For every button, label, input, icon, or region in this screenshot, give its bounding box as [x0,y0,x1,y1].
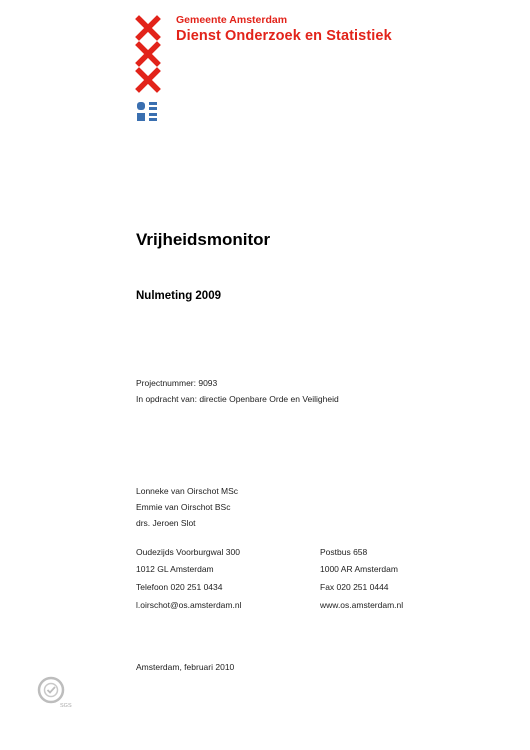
phone: Telefoon 020 251 0434 [136,582,223,592]
postbox-city: 1000 AR Amsterdam [320,564,398,574]
report-subtitle: Nulmeting 2009 [136,290,221,302]
seal-label: SGS [60,703,72,709]
address-street: Oudezijds Voorburgwal 300 [136,547,240,557]
author-2: Emmie van Oirschot BSc [136,502,231,512]
department-name: Dienst Onderzoek en Statistiek [176,28,392,44]
project-client: In opdracht van: directie Openbare Orde en Veiligheid [136,394,339,404]
author-3: drs. Jeroen Slot [136,518,196,528]
cross-icon [136,69,160,91]
fax: Fax 020 251 0444 [320,582,389,592]
cross-icon [136,43,160,65]
author-1: Lonneke van Oirschot MSc [136,486,239,496]
amsterdam-crosses-icon [136,17,160,95]
website-link[interactable]: www.os.amsterdam.nl [320,600,404,610]
postbox: Postbus 658 [320,547,368,557]
organization-name: Gemeente Amsterdam [176,14,288,26]
os-logo-icon [137,101,159,123]
email-link[interactable]: l.oirschot@os.amsterdam.nl [136,600,242,610]
certification-seal-icon [36,676,70,710]
place-date: Amsterdam, februari 2010 [136,662,235,672]
project-number: Projectnummer: 9093 [136,378,218,388]
cross-icon [136,17,160,39]
address-city: 1012 GL Amsterdam [136,564,214,574]
report-title: Vrijheidsmonitor [136,230,271,249]
